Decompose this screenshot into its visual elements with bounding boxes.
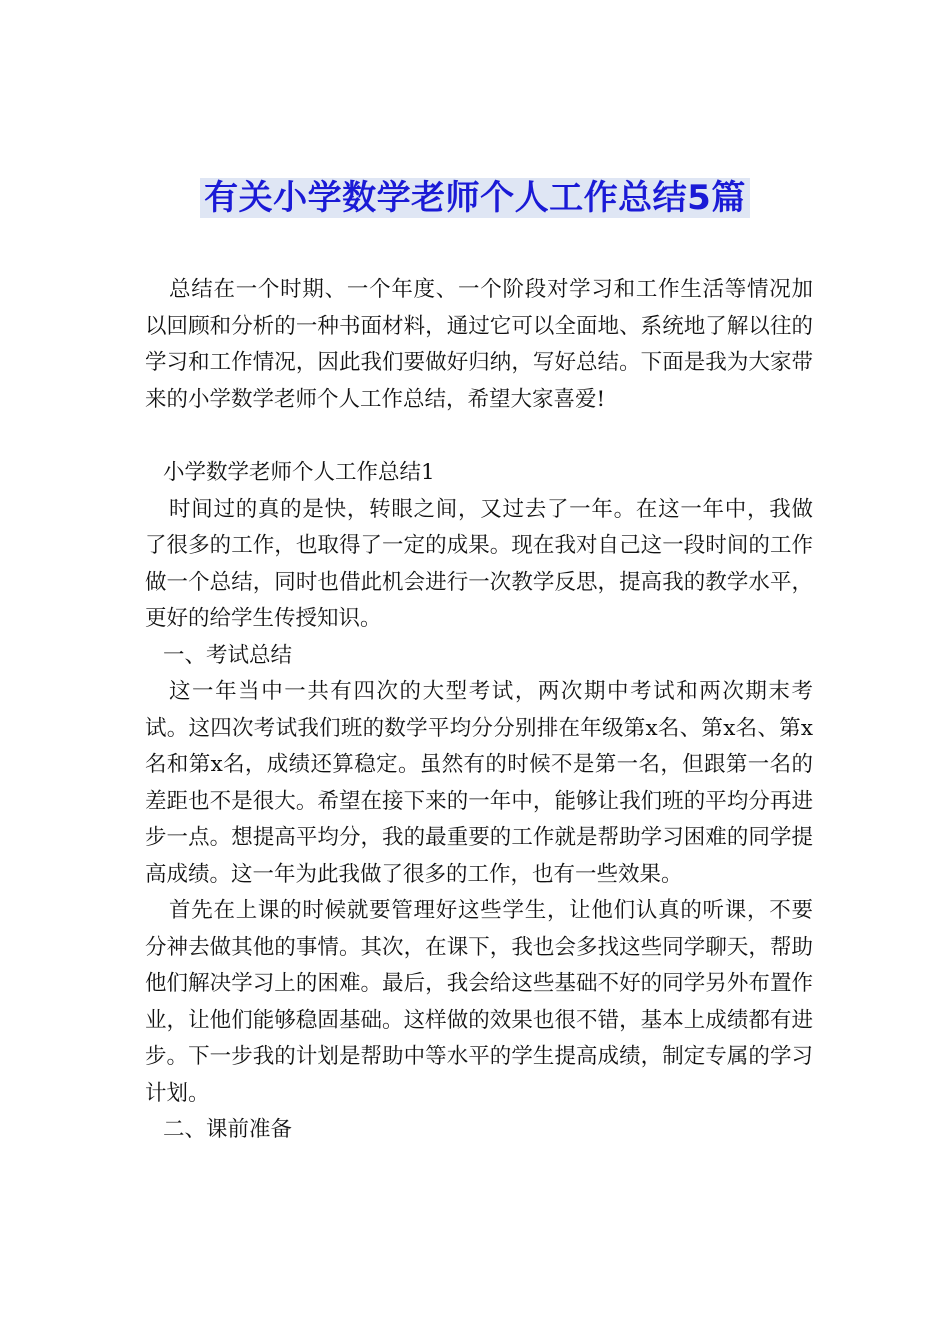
subheading-lesson-prep: 二、课前准备 bbox=[163, 1117, 293, 1142]
document-title bbox=[0, 172, 950, 224]
intro-paragraph: 总结在一个时期、一个年度、一个阶段对学习和工作生活等情况加以回顾和分析的一种书面材料，通过它可以全面地、系统地了解以往的学习和工作情况，因此我们要做好归纳，写好总结。下面是我为大家带来的小学数学老师个人工作总结，希望大家喜爱! bbox=[145, 277, 813, 412]
section-1 bbox=[145, 455, 813, 1149]
section-1-paragraph-1: 时间过的真的是快，转眼之间，又过去了一年。在这一年中，我做了很多的工作，也取得了一定的成果。现在我对自己这一段时间的工作做一个总结，同时也借此机会进行一次教学反思，提高我的教学水平，更好的给学生传授知识。 bbox=[145, 496, 813, 631]
document-title-text: 有关小学数学老师个人工作总结5篇 bbox=[200, 178, 750, 218]
section-1-paragraph-3: 首先在上课的时候就要管理好这些学生，让他们认真的听课，不要分神去做其他的事情。其次，在课下，我也会多找这些同学聊天，帮助他们解决学习上的困难。最后，我会给这些基础不好的同学另外布置作业，让他们能够稳固基础。这样做的效果也很不错，基本上成绩都有进步。下一步我的计划是帮助中等水平的学生提高成绩，制定专属的学习计划。 bbox=[145, 898, 813, 1106]
intro-block bbox=[145, 272, 813, 418]
section-1-heading: 小学数学老师个人工作总结1 bbox=[163, 460, 435, 485]
section-1-paragraph-2: 这一年当中一共有四次的大型考试，两次期中考试和两次期末考试。这四次考试我们班的数学平均分分别排在年级第x名、第x名、第x名和第x名，成绩还算稳定。虽然有的时候不是第一名，但跟第一名的差距也不是很大。希望在接下来的一年中，能够让我们班的平均分再进步一点。想提高平均分，我的最重要的工作就是帮助学习困难的同学提高成绩。这一年为此我做了很多的工作，也有一些效果。 bbox=[145, 679, 813, 887]
subheading-exam-summary: 一、考试总结 bbox=[163, 642, 293, 668]
